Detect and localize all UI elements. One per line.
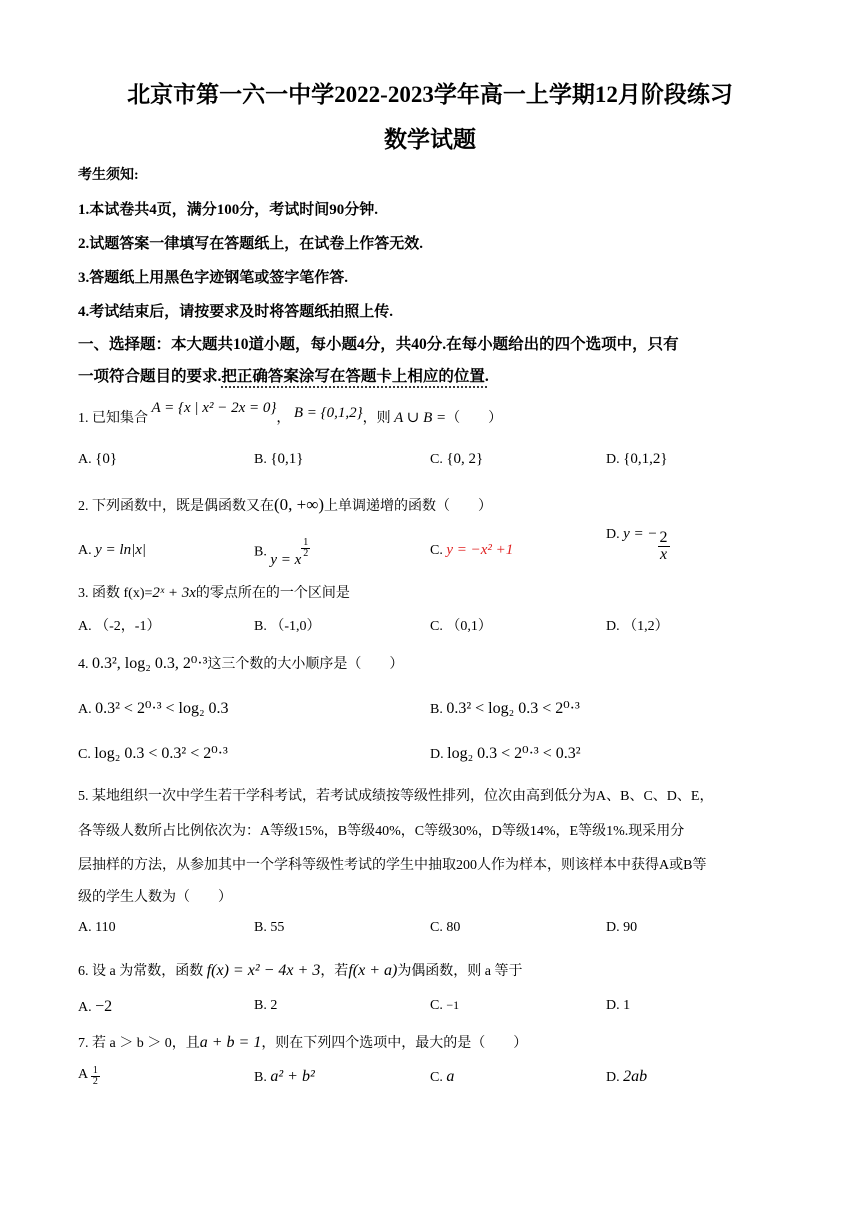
option-label: B. [254,452,267,467]
option-label: C. [430,920,443,935]
q1-comma: ， [276,411,291,426]
option-text: y = −x² +1 [446,542,514,558]
q5-line3: 层抽样的方法，从参加其中一个学科等级性考试的学生中抽取200人作为样本，则该样本中获得A或B等 [78,858,707,873]
q7-option-a[interactable] [78,1066,100,1087]
q2-option-c[interactable] [430,542,513,559]
q1-set-b: B = {0,1,2} [293,405,363,421]
q2-prefix: 2. 下列函数中，既是偶函数又在 [78,499,274,514]
q4-option-c[interactable] [78,743,228,763]
question-1 [78,400,503,427]
option-label: B. [430,702,443,717]
q1-tail: ，则 [362,411,391,426]
option-label: C. [430,452,443,467]
q1-union: A ∪ B = [394,410,447,426]
q1-set-a: A = {x | x² − 2x = 0} [151,400,277,416]
q2-tail: 上单调递增的函数（ ） [324,499,493,514]
option-label: C. [430,1070,443,1085]
page-subtitle: 数学试题 [384,127,476,152]
q1-option-d[interactable] [606,451,668,468]
exp-denominator: 2 [303,548,309,559]
option-label: B. [254,544,267,560]
option-text: log₂ 0.3 < 0.3² < 2⁰·³ [94,745,228,762]
section1-line2 [78,364,489,386]
q1-prefix: 1. 已知集合 [78,411,148,426]
q5-option-d[interactable] [606,920,637,936]
q6-mid: ，若 [320,964,349,979]
q1-option-c[interactable] [430,451,483,468]
option-text: {0} [95,451,118,467]
option-label: A. [78,543,92,558]
option-label: B. [254,619,267,634]
denominator: x [658,546,670,563]
option-text: −2 [95,998,113,1015]
q5-option-a[interactable] [78,920,116,936]
exp-numerator: 1 [303,537,309,548]
q3-option-c[interactable] [430,615,492,635]
option-fraction [658,530,670,563]
q1-option-b[interactable] [254,451,304,468]
q5-line4: 级的学生人数为（ ） [78,890,232,905]
option-label: C. [430,619,443,634]
option-base: y = − [623,525,658,542]
option-text: {0,1} [270,451,304,467]
notice-heading: 考生须知: [78,168,139,183]
q6-func2: f(x + a) [348,962,398,979]
q7-tail: ，则在下列四个选项中，最大的是（ ） [261,1036,528,1051]
option-text: {0,1,2} [623,451,668,467]
q4-option-a[interactable] [78,698,229,718]
option-exponent [301,538,310,559]
option-fraction [91,1066,100,1087]
q6-prefix: 6. 设 a 为常数，函数 [78,964,204,979]
option-text: 80 [446,920,461,935]
option-label: D. [606,998,620,1013]
section1-line1: 一、选择题：本大题共10道小题，每小题4分，共40分.在每小题给出的四个选项中，只有 [78,336,679,353]
q3-option-d[interactable] [606,615,669,635]
option-text: 2ab [623,1068,648,1085]
question-6 [78,960,523,980]
option-text: 2 [270,998,278,1013]
q7-option-b[interactable] [254,1068,315,1086]
option-text: a [446,1068,455,1085]
option-label: A. [78,702,92,717]
option-label: D. [606,1070,620,1085]
option-label: C. [430,543,443,558]
q5-line1: 5. 某地组织一次中学生若干学科考试，若考试成绩按等级性排列，位次由高到低分为A、B、C、D、E， [78,789,714,804]
option-text: a² + b² [270,1068,315,1085]
q5-option-b[interactable] [254,920,284,936]
option-label: A. [78,619,92,634]
q7-prefix: 7. 若 a ＞ b ＞ 0，且 [78,1036,200,1051]
option-label: B. [254,1070,267,1085]
q7-option-c[interactable] [430,1068,454,1086]
q7-cond: a + b = 1 [199,1034,262,1051]
option-text: −1 [446,998,460,1012]
option-text: 90 [623,920,638,935]
q6-option-a[interactable] [78,998,112,1016]
option-text: （1,2） [623,619,669,634]
q6-option-b[interactable] [254,998,277,1014]
q2-option-a[interactable] [78,542,146,559]
question-4: 4. 0.3², log₂ 0.3, 2⁰·³这三个数的大小顺序是（ ） [78,655,404,672]
notice-item-3: 3.答题纸上用黑色字迹钢笔或签字笔作答. [78,270,349,286]
section1-line2-b: 把正确答案涂写在答题卡上相应的位置. [221,368,489,385]
q6-option-c[interactable] [430,998,459,1014]
q6-func: f(x) = x² − 4x + 3 [206,962,321,979]
q3-prefix: 3. 函数 f(x)= [78,586,153,601]
q3-tail: 的零点所在的一个区间是 [195,586,350,601]
notice-item-4: 4.考试结束后，请按要求及时将答题纸拍照上传. [78,304,394,320]
option-text: 1 [623,998,631,1013]
option-text: y = ln|x| [95,542,146,558]
denominator: 2 [92,1076,98,1087]
option-text: 0.3² < log₂ 0.3 < 2⁰·³ [446,700,580,717]
option-label: D. [606,619,620,634]
numerator: 2 [659,529,668,546]
option-label: B. [254,920,267,935]
q1-option-a[interactable] [78,451,117,468]
notice-item-1: 1.本试卷共4页，满分100分，考试时间90分钟. [78,202,379,218]
option-label: A. [78,452,92,467]
q7-option-d[interactable] [606,1068,647,1086]
numerator: 1 [92,1065,98,1076]
question-3 [78,582,350,602]
q6-tail: 为偶函数，则 a 等于 [397,964,523,979]
q6-option-d[interactable] [606,998,630,1014]
q2-option-d[interactable] [606,525,670,563]
option-text: （-2，-1） [95,619,161,634]
option-label: D. [606,920,620,935]
option-label: B. [254,998,267,1013]
option-text: {0, 2} [446,451,484,467]
option-label: D. [606,526,620,542]
q4-option-b[interactable] [430,698,580,718]
option-label: C. [430,998,443,1013]
q3-option-b[interactable] [254,615,321,635]
question-7 [78,1032,527,1052]
q4-option-d[interactable] [430,743,581,763]
option-text: （-1,0） [270,619,321,634]
q3-option-a[interactable] [78,615,160,635]
option-label: A. [78,1000,92,1015]
q4-tail: 这三个数的大小顺序是（ ） [207,657,404,672]
option-label: C. [78,747,91,762]
section1-line2-a: 一项符合题目的要求. [78,368,222,385]
option-label: A. [78,920,92,935]
option-label: D. [430,747,444,762]
option-text: 110 [95,920,116,935]
q4-expr: 0.3², log₂ 0.3, 2⁰·³ [92,655,208,672]
q5-option-c[interactable] [430,920,460,936]
option-base: y = x [270,551,302,568]
option-text: （0,1） [446,619,492,634]
q3-expr: 2ˣ + 3x [152,585,196,601]
q2-option-b[interactable] [254,537,310,568]
q2-interval: (0, +∞) [274,495,325,514]
page-title: 北京市第一六一中学2022-2023学年高一上学期12月阶段练习 [127,82,733,107]
q5-line2: 各等级人数所占比例依次为：A等级15%，B等级40%，C等级30%，D等级14%，E等级1%.现采用分 [78,824,685,839]
option-label: A [78,1066,88,1082]
option-text: 55 [270,920,285,935]
notice-item-2: 2.试题答案一律填写在答题纸上，在试卷上作答无效. [78,236,424,252]
option-label: D. [606,452,620,467]
option-text: log₂ 0.3 < 2⁰·³ < 0.3² [447,745,581,762]
question-2 [78,495,492,515]
option-text: 0.3² < 2⁰·³ < log₂ 0.3 [95,700,229,717]
q1-paren: （ ） [446,411,503,426]
